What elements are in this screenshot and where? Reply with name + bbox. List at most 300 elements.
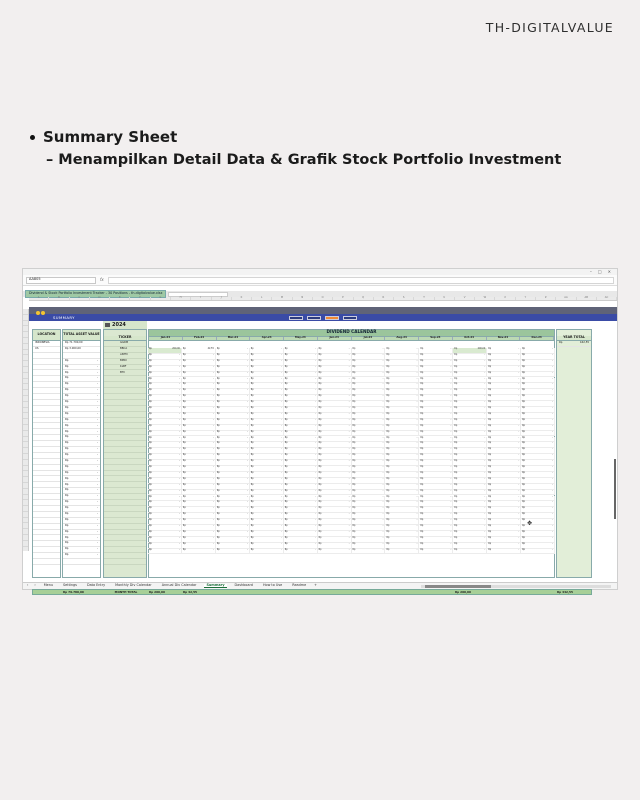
dividend-cell[interactable]: Rp - xyxy=(318,525,352,531)
dividend-cell[interactable]: Rp - xyxy=(352,401,386,407)
dividend-cell[interactable]: Rp - xyxy=(385,354,419,360)
ticker-cell[interactable] xyxy=(104,559,146,565)
dividend-cell[interactable]: Rp - xyxy=(318,496,352,502)
dividend-cell[interactable]: Rp - xyxy=(352,354,386,360)
dividend-cell[interactable]: Rp - xyxy=(487,407,521,413)
dividend-cell[interactable]: Rp - xyxy=(182,484,216,490)
file-tab[interactable]: Dividend & Stock Portfolio Investment Tracker - 30 Positions - th-digitalvalue.xlsx xyxy=(25,290,166,297)
dividend-cell[interactable]: Rp - xyxy=(250,531,284,537)
dividend-cell[interactable]: Rp - xyxy=(148,501,182,507)
dividend-cell[interactable]: Rp - xyxy=(419,549,453,555)
dividend-cell[interactable]: Rp - xyxy=(487,507,521,513)
total-cell[interactable]: Rp - xyxy=(63,376,100,382)
dividend-cell[interactable]: Rp - xyxy=(453,437,487,443)
dividend-cell[interactable]: Rp - xyxy=(216,395,250,401)
dividend-cell[interactable]: Rp - xyxy=(352,419,386,425)
dividend-cell[interactable]: Rp - xyxy=(182,354,216,360)
dividend-cell[interactable]: Rp - xyxy=(419,496,453,502)
dividend-cell[interactable]: Rp - xyxy=(148,460,182,466)
dividend-cell[interactable]: Rp - xyxy=(352,395,386,401)
dividend-cell[interactable]: Rp - xyxy=(352,484,386,490)
dividend-cell[interactable]: Rp - xyxy=(216,501,250,507)
dividend-cell[interactable]: Rp - xyxy=(284,413,318,419)
dividend-cell[interactable]: Rp - xyxy=(250,525,284,531)
dividend-cell[interactable]: Rp - xyxy=(521,419,555,425)
dividend-cell[interactable]: Rp - xyxy=(318,419,352,425)
dividend-cell[interactable]: Rp - xyxy=(250,519,284,525)
dividend-cell[interactable]: Rp - xyxy=(419,395,453,401)
sheet-tab-how-to-use[interactable]: How to Use xyxy=(262,582,283,587)
dividend-cell[interactable]: Rp - xyxy=(521,448,555,454)
dividend-cell[interactable]: Rp - xyxy=(385,472,419,478)
vertical-scrollbar[interactable] xyxy=(614,459,616,519)
total-cell[interactable]: Rp - xyxy=(63,506,100,512)
close-icon[interactable]: ✕ xyxy=(607,269,611,274)
dividend-cell[interactable]: Rp - xyxy=(284,519,318,525)
dividend-cell[interactable]: Rp - xyxy=(419,407,453,413)
dividend-cell[interactable]: Rp - xyxy=(182,513,216,519)
dividend-cell[interactable]: Rp - xyxy=(453,419,487,425)
dividend-cell[interactable]: Rp - xyxy=(521,519,555,525)
dividend-cell[interactable]: Rp 200,00 xyxy=(148,348,182,354)
dividend-cell[interactable]: Rp - xyxy=(453,531,487,537)
total-cell[interactable]: Rp - xyxy=(63,441,100,447)
dividend-cell[interactable]: Rp - xyxy=(385,466,419,472)
dividend-cell[interactable]: Rp - xyxy=(352,519,386,525)
dividend-cell[interactable]: Rp - xyxy=(521,425,555,431)
dividend-cell[interactable]: Rp - xyxy=(419,466,453,472)
dividend-cell[interactable]: Rp - xyxy=(521,413,555,419)
dividend-cell[interactable]: Rp - xyxy=(487,537,521,543)
dividend-cell[interactable]: Rp - xyxy=(250,490,284,496)
dividend-cell[interactable]: Rp - xyxy=(385,407,419,413)
dividend-cell[interactable]: Rp - xyxy=(521,496,555,502)
dividend-cell[interactable]: Rp - xyxy=(487,466,521,472)
dividend-cell[interactable]: Rp - xyxy=(521,513,555,519)
dividend-cell[interactable]: Rp - xyxy=(284,366,318,372)
dividend-cell[interactable]: Rp - xyxy=(148,366,182,372)
dividend-cell[interactable]: Rp - xyxy=(216,442,250,448)
grand-total-asset[interactable]: Rp 79.780,00 xyxy=(63,589,84,594)
dividend-cell[interactable]: Rp - xyxy=(182,431,216,437)
dividend-cell[interactable]: Rp - xyxy=(182,466,216,472)
dividend-cell[interactable]: Rp - xyxy=(487,549,521,555)
dividend-cell[interactable]: Rp - xyxy=(182,383,216,389)
total-cell[interactable]: Rp - xyxy=(63,388,100,394)
dividend-cell[interactable]: Rp - xyxy=(385,484,419,490)
dividend-cell[interactable]: Rp - xyxy=(521,378,555,384)
dividend-cell[interactable]: Rp - xyxy=(487,519,521,525)
dividend-cell[interactable]: Rp - xyxy=(216,525,250,531)
dividend-cell[interactable]: Rp - xyxy=(250,537,284,543)
total-cell[interactable]: Rp - xyxy=(63,541,100,547)
year-total-row-1[interactable]: Rp 442,55 xyxy=(557,341,591,347)
dividend-cell[interactable]: Rp - xyxy=(453,360,487,366)
dividend-cell[interactable]: Rp - xyxy=(318,378,352,384)
dividend-cell[interactable]: Rp - xyxy=(318,537,352,543)
dividend-cell[interactable]: Rp - xyxy=(453,549,487,555)
dividend-cell[interactable]: Rp - xyxy=(318,490,352,496)
dividend-cell[interactable]: Rp - xyxy=(284,401,318,407)
year-selector[interactable] xyxy=(103,321,147,329)
dividend-cell[interactable]: Rp - xyxy=(318,501,352,507)
total-cell[interactable]: Rp - xyxy=(63,359,100,365)
dividend-cell[interactable]: Rp - xyxy=(521,454,555,460)
dividend-cell[interactable]: Rp - xyxy=(385,442,419,448)
dividend-cell[interactable]: Rp - xyxy=(250,437,284,443)
dividend-cell[interactable]: Rp - xyxy=(148,360,182,366)
dividend-cell[interactable]: Rp - xyxy=(250,442,284,448)
dividend-cell[interactable]: Rp - xyxy=(148,425,182,431)
total-cell[interactable]: Rp - xyxy=(63,447,100,453)
dividend-cell[interactable]: Rp - xyxy=(182,501,216,507)
dividend-cell[interactable]: Rp - xyxy=(352,525,386,531)
dividend-cell[interactable]: Rp - xyxy=(487,395,521,401)
dividend-cell[interactable]: Rp - xyxy=(284,490,318,496)
dividend-cell[interactable]: Rp - xyxy=(182,372,216,378)
total-cell[interactable]: Rp - xyxy=(63,459,100,465)
dividend-cell[interactable]: Rp - xyxy=(216,354,250,360)
dividend-cell[interactable]: Rp - xyxy=(453,507,487,513)
dividend-cell[interactable]: Rp - xyxy=(318,437,352,443)
dividend-cell[interactable]: Rp - xyxy=(487,501,521,507)
dividend-cell[interactable]: Rp - xyxy=(148,378,182,384)
dividend-cell[interactable]: Rp - xyxy=(419,460,453,466)
dividend-cell[interactable]: Rp - xyxy=(521,407,555,413)
dividend-cell[interactable]: Rp - xyxy=(148,531,182,537)
name-box[interactable]: AA805 xyxy=(26,277,96,284)
dividend-cell[interactable]: Rp - xyxy=(385,490,419,496)
dividend-cell[interactable]: Rp - xyxy=(148,419,182,425)
dividend-cell[interactable]: Rp - xyxy=(487,454,521,460)
dividend-cell[interactable]: Rp - xyxy=(453,513,487,519)
dividend-cell[interactable]: Rp - xyxy=(487,425,521,431)
dividend-cell[interactable]: Rp - xyxy=(453,401,487,407)
dividend-cell[interactable]: Rp - xyxy=(148,413,182,419)
dividend-cell[interactable]: Rp - xyxy=(385,525,419,531)
dividend-cell[interactable]: Rp - xyxy=(385,549,419,555)
prev-sheet-icon[interactable]: ‹ xyxy=(27,583,29,588)
dividend-cell[interactable]: Rp - xyxy=(216,348,250,354)
dividend-cell[interactable]: Rp - xyxy=(182,454,216,460)
dividend-cell[interactable]: Rp - xyxy=(453,378,487,384)
dividend-cell[interactable]: Rp - xyxy=(216,366,250,372)
dividend-cell[interactable]: Rp - xyxy=(148,543,182,549)
dividend-cell[interactable]: Rp - xyxy=(487,348,521,354)
dividend-cell[interactable]: Rp - xyxy=(453,372,487,378)
total-cell[interactable]: Rp - xyxy=(63,547,100,553)
dividend-cell[interactable]: Rp - xyxy=(216,431,250,437)
dividend-cell[interactable]: Rp - xyxy=(284,425,318,431)
total-cell[interactable]: Rp - xyxy=(63,482,100,488)
dividend-cell[interactable]: Rp - xyxy=(318,348,352,354)
total-cell[interactable]: Rp - xyxy=(63,530,100,536)
dividend-cell[interactable]: Rp - xyxy=(352,490,386,496)
dividend-cell[interactable]: Rp - xyxy=(250,419,284,425)
dividend-cell[interactable]: Rp - xyxy=(487,413,521,419)
dividend-cell[interactable]: Rp - xyxy=(453,484,487,490)
dividend-cell[interactable]: Rp - xyxy=(284,383,318,389)
dividend-cell[interactable]: Rp - xyxy=(385,395,419,401)
dividend-cell[interactable]: Rp - xyxy=(385,419,419,425)
dividend-cell[interactable]: Rp - xyxy=(216,401,250,407)
dividend-cell[interactable]: Rp - xyxy=(487,437,521,443)
dividend-cell[interactable]: Rp - xyxy=(318,519,352,525)
dividend-cell[interactable]: Rp - xyxy=(318,454,352,460)
total-cell[interactable]: Rp - xyxy=(63,423,100,429)
dividend-cell[interactable]: Rp - xyxy=(284,448,318,454)
dividend-cell[interactable]: Rp - xyxy=(250,478,284,484)
dividend-cell[interactable]: Rp - xyxy=(318,549,352,555)
total-cell[interactable]: Rp - xyxy=(63,512,100,518)
dividend-cell[interactable]: Rp - xyxy=(487,543,521,549)
dividend-cell[interactable]: Rp - xyxy=(318,401,352,407)
dividend-cell[interactable]: Rp - xyxy=(352,507,386,513)
dividend-cell[interactable]: Rp - xyxy=(419,372,453,378)
dividend-cell[interactable]: Rp - xyxy=(318,472,352,478)
dividend-cell[interactable]: Rp - xyxy=(148,484,182,490)
dividend-cell[interactable]: Rp - xyxy=(182,366,216,372)
dividend-cell[interactable]: Rp - xyxy=(148,496,182,502)
dividend-cell[interactable]: Rp - xyxy=(352,437,386,443)
sheet-tab-settings[interactable]: Settings xyxy=(63,582,77,587)
dividend-cell[interactable]: Rp - xyxy=(487,513,521,519)
dividend-cell[interactable]: Rp - xyxy=(487,389,521,395)
dividend-cell[interactable]: Rp - xyxy=(182,490,216,496)
sheet-tab-readme[interactable]: Readme xyxy=(292,582,307,587)
dividend-cell[interactable]: Rp - xyxy=(250,413,284,419)
dividend-cell[interactable]: Rp - xyxy=(284,378,318,384)
total-cell[interactable]: Rp - xyxy=(63,406,100,412)
dividend-cell[interactable]: Rp - xyxy=(318,478,352,484)
dividend-cell[interactable]: Rp - xyxy=(318,395,352,401)
dividend-cell[interactable]: Rp - xyxy=(352,537,386,543)
dividend-cell[interactable]: Rp - xyxy=(284,442,318,448)
dividend-cell[interactable]: Rp - xyxy=(453,354,487,360)
location-cell[interactable]: US xyxy=(33,347,60,353)
nav-button-2[interactable] xyxy=(307,316,321,320)
dividend-cell[interactable]: Rp - xyxy=(216,543,250,549)
dividend-cell[interactable]: Rp - xyxy=(352,378,386,384)
dividend-cell[interactable]: Rp - xyxy=(521,442,555,448)
dividend-cell[interactable]: Rp - xyxy=(521,348,555,354)
dividend-cell[interactable]: Rp - xyxy=(318,531,352,537)
dividend-cell[interactable]: Rp - xyxy=(216,490,250,496)
dividend-cell[interactable]: Rp - xyxy=(284,484,318,490)
dividend-cell[interactable]: Rp - xyxy=(216,549,250,555)
dividend-cell[interactable]: Rp - xyxy=(385,437,419,443)
dividend-cell[interactable]: Rp - xyxy=(453,389,487,395)
total-cell[interactable]: Rp - xyxy=(63,524,100,530)
dividend-cell[interactable]: Rp - xyxy=(284,348,318,354)
dividend-cell[interactable]: Rp - xyxy=(521,389,555,395)
dividend-cell[interactable]: Rp - xyxy=(487,442,521,448)
dividend-cell[interactable]: Rp - xyxy=(182,425,216,431)
dividend-cell[interactable]: Rp - xyxy=(419,348,453,354)
dividend-cell[interactable]: Rp - xyxy=(419,431,453,437)
dividend-cell[interactable]: Rp - xyxy=(385,413,419,419)
dividend-cell[interactable]: Rp - xyxy=(385,378,419,384)
dividend-cell[interactable]: Rp - xyxy=(453,431,487,437)
dividend-cell[interactable]: Rp - xyxy=(487,490,521,496)
dividend-cell[interactable]: Rp - xyxy=(182,460,216,466)
dividend-cell[interactable]: Rp - xyxy=(385,496,419,502)
dividend-cell[interactable]: Rp - xyxy=(318,354,352,360)
dividend-cell[interactable]: Rp - xyxy=(487,419,521,425)
dividend-cell[interactable]: Rp - xyxy=(453,413,487,419)
dividend-cell[interactable]: Rp - xyxy=(216,437,250,443)
dividend-cell[interactable]: Rp - xyxy=(521,366,555,372)
dividend-cell[interactable]: Rp - xyxy=(216,472,250,478)
dividend-cell[interactable]: Rp - xyxy=(216,484,250,490)
ticker-cell[interactable]: ANTM xyxy=(104,353,146,359)
dividend-cell[interactable]: Rp - xyxy=(352,413,386,419)
dividend-cell[interactable]: Rp - xyxy=(250,472,284,478)
dividend-cell[interactable]: Rp - xyxy=(216,513,250,519)
dividend-cell[interactable]: Rp - xyxy=(385,372,419,378)
dividend-cell[interactable]: Rp - xyxy=(385,519,419,525)
dividend-cell[interactable]: Rp - xyxy=(284,460,318,466)
dividend-cell[interactable]: Rp 200,00 xyxy=(453,348,487,354)
dividend-cell[interactable]: Rp - xyxy=(487,448,521,454)
dividend-cell[interactable]: Rp - xyxy=(352,383,386,389)
dividend-cell[interactable]: Rp - xyxy=(385,478,419,484)
dividend-cell[interactable]: Rp - xyxy=(352,472,386,478)
total-cell[interactable]: Rp - xyxy=(63,476,100,482)
dividend-cell[interactable]: Rp - xyxy=(352,454,386,460)
dividend-cell[interactable]: Rp - xyxy=(521,354,555,360)
ticker-cell[interactable]: KLBF xyxy=(104,365,146,371)
dividend-cell[interactable]: Rp - xyxy=(182,537,216,543)
dividend-cell[interactable]: Rp - xyxy=(182,496,216,502)
dividend-cell[interactable]: Rp - xyxy=(250,484,284,490)
dividend-cell[interactable]: Rp - xyxy=(487,531,521,537)
dividend-cell[interactable]: Rp - xyxy=(419,419,453,425)
dividend-cell[interactable]: Rp - xyxy=(419,401,453,407)
dividend-cell[interactable]: Rp - xyxy=(521,472,555,478)
dividend-cell[interactable]: Rp - xyxy=(284,549,318,555)
dividend-cell[interactable]: Rp - xyxy=(385,360,419,366)
dividend-cell[interactable]: Rp - xyxy=(521,531,555,537)
minimize-icon[interactable]: – xyxy=(589,269,592,274)
dividend-cell[interactable]: Rp - xyxy=(453,478,487,484)
dividend-cell[interactable]: Rp - xyxy=(318,431,352,437)
dividend-cell[interactable]: Rp - xyxy=(419,389,453,395)
total-jan[interactable]: Rp 200,00 xyxy=(149,589,165,594)
dividend-cell[interactable]: Rp - xyxy=(182,478,216,484)
dividend-cell[interactable]: Rp - xyxy=(419,543,453,549)
dividend-cell[interactable]: Rp - xyxy=(352,366,386,372)
dividend-cell[interactable]: Rp - xyxy=(318,448,352,454)
dividend-cell[interactable]: Rp - xyxy=(318,460,352,466)
dividend-cell[interactable]: Rp - xyxy=(318,484,352,490)
dividend-cell[interactable]: Rp - xyxy=(419,454,453,460)
dividend-cell[interactable]: Rp - xyxy=(284,372,318,378)
dividend-cell[interactable]: Rp - xyxy=(182,549,216,555)
formula-input[interactable] xyxy=(108,277,614,284)
dividend-cell[interactable]: Rp - xyxy=(250,513,284,519)
dividend-cell[interactable]: Rp - xyxy=(385,383,419,389)
dividend-cell[interactable]: Rp - xyxy=(284,507,318,513)
dividend-cell[interactable]: Rp - xyxy=(148,519,182,525)
dividend-cell[interactable]: Rp - xyxy=(453,519,487,525)
dividend-cell[interactable]: Rp - xyxy=(419,472,453,478)
dividend-cell[interactable]: Rp - xyxy=(182,413,216,419)
dividend-cell[interactable]: Rp - xyxy=(487,401,521,407)
dividend-cell[interactable]: Rp - xyxy=(148,372,182,378)
dividend-cell[interactable]: Rp - xyxy=(182,401,216,407)
sheet-tab-annual-div-calendar[interactable]: Annual Div Calendar xyxy=(161,582,197,587)
dividend-cell[interactable]: Rp - xyxy=(216,413,250,419)
dividend-cell[interactable]: Rp - xyxy=(521,437,555,443)
dividend-cell[interactable]: Rp - xyxy=(453,501,487,507)
dividend-cell[interactable]: Rp - xyxy=(250,543,284,549)
dividend-cell[interactable]: Rp 42,55 xyxy=(182,348,216,354)
dividend-cell[interactable]: Rp - xyxy=(148,472,182,478)
nav-button-3[interactable] xyxy=(325,316,339,320)
dividend-cell[interactable]: Rp - xyxy=(419,425,453,431)
dividend-cell[interactable]: Rp - xyxy=(284,395,318,401)
dividend-cell[interactable]: Rp - xyxy=(487,496,521,502)
dividend-cell[interactable]: Rp - xyxy=(250,383,284,389)
total-cell[interactable]: Rp - xyxy=(63,488,100,494)
dividend-cell[interactable]: Rp - xyxy=(521,383,555,389)
dividend-cell[interactable]: Rp - xyxy=(216,419,250,425)
dividend-cell[interactable]: Rp - xyxy=(216,389,250,395)
dividend-cell[interactable]: Rp - xyxy=(284,543,318,549)
dividend-cell[interactable]: Rp - xyxy=(487,460,521,466)
dividend-cell[interactable]: Rp - xyxy=(385,454,419,460)
dividend-cell[interactable]: Rp - xyxy=(352,372,386,378)
dividend-cell[interactable]: Rp - xyxy=(352,425,386,431)
dividend-cell[interactable]: Rp - xyxy=(284,513,318,519)
dividend-cell[interactable]: Rp - xyxy=(352,549,386,555)
dividend-cell[interactable]: Rp - xyxy=(148,525,182,531)
dividend-cell[interactable]: Rp - xyxy=(487,431,521,437)
dividend-cell[interactable]: Rp - xyxy=(352,348,386,354)
dividend-cell[interactable]: Rp - xyxy=(352,531,386,537)
dividend-cell[interactable]: Rp - xyxy=(250,360,284,366)
dividend-cell[interactable]: Rp - xyxy=(453,383,487,389)
total-cell[interactable]: Rp - xyxy=(63,471,100,477)
dividend-cell[interactable]: Rp - xyxy=(216,425,250,431)
dividend-cell[interactable]: Rp - xyxy=(182,472,216,478)
dividend-cell[interactable]: Rp - xyxy=(284,360,318,366)
dividend-cell[interactable]: Rp - xyxy=(419,383,453,389)
dividend-cell[interactable]: Rp - xyxy=(385,537,419,543)
dividend-cell[interactable]: Rp - xyxy=(453,490,487,496)
dividend-cell[interactable]: Rp - xyxy=(148,407,182,413)
dividend-cell[interactable]: Rp - xyxy=(352,407,386,413)
dividend-cell[interactable]: Rp - xyxy=(419,513,453,519)
dividend-cell[interactable]: Rp - xyxy=(182,360,216,366)
dividend-cell[interactable]: Rp - xyxy=(453,395,487,401)
dividend-cell[interactable]: Rp - xyxy=(148,549,182,555)
dividend-cell[interactable]: Rp - xyxy=(284,478,318,484)
dividend-cell[interactable]: Rp - xyxy=(521,395,555,401)
dividend-cell[interactable]: Rp - xyxy=(182,407,216,413)
dividend-cell[interactable]: Rp - xyxy=(453,448,487,454)
dividend-cell[interactable]: Rp - xyxy=(250,549,284,555)
dividend-cell[interactable]: Rp - xyxy=(521,460,555,466)
dividend-cell[interactable]: Rp - xyxy=(216,383,250,389)
dividend-cell[interactable]: Rp - xyxy=(182,389,216,395)
total-cell[interactable]: Rp - xyxy=(63,394,100,400)
dividend-cell[interactable]: Rp - xyxy=(419,501,453,507)
dividend-cell[interactable]: Rp - xyxy=(182,519,216,525)
dividend-cell[interactable]: Rp - xyxy=(148,513,182,519)
dividend-cell[interactable]: Rp - xyxy=(216,466,250,472)
